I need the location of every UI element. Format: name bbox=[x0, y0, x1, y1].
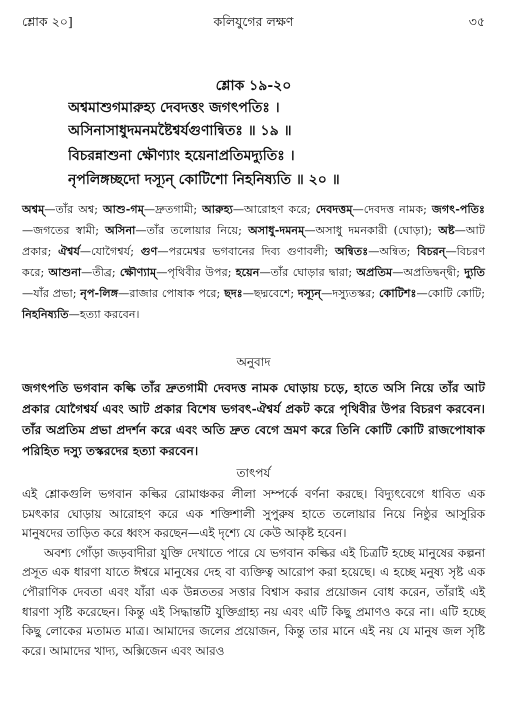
synonym-word: নৃপ-লিঙ্গ bbox=[80, 286, 119, 300]
page-number: ৩৫ bbox=[468, 14, 485, 29]
synonym-word: কোটিশঃ bbox=[378, 286, 417, 300]
synonym-meaning: —যাঁর প্রভা; bbox=[22, 287, 81, 300]
synonym-meaning: —ছদ্মবেশে; bbox=[242, 287, 298, 300]
synonym-meaning: —অসাধু দমনকারী (ঘোড়া); bbox=[304, 224, 439, 237]
synonym-entry bbox=[58, 245, 141, 258]
verse-line: বিচরন্নাশুনা ক্ষৌণ্যাং হয়েনাপ্রতিমদ্যুতিঃ । bbox=[68, 148, 295, 164]
synonym-word: আশুনা bbox=[48, 265, 82, 279]
synonym-entry bbox=[298, 287, 379, 300]
synonym-entry bbox=[248, 224, 438, 237]
synonym-meaning: —অপ্রতিদ্বন্দ্বী; bbox=[392, 266, 465, 279]
synonym-meaning: —তাঁর অশ্ব; bbox=[44, 203, 104, 216]
synonym-meaning: —হত্যা করবেন। bbox=[68, 308, 140, 321]
synonym-entry bbox=[316, 203, 432, 216]
synonym-word: অশ্বম্ bbox=[22, 202, 45, 216]
synonym-entry bbox=[224, 287, 298, 300]
synonym-meaning: —আরোহণ করে; bbox=[232, 203, 316, 216]
synonym-word: অসাধু-দমনম্ bbox=[248, 223, 305, 237]
synonym-entry bbox=[356, 266, 464, 279]
synonym-word: আশু-গম্ bbox=[103, 202, 144, 216]
synonym-word: নিহনিষ্যতি bbox=[22, 307, 69, 321]
synonym-meaning: —তাঁর ঘোড়ার দ্বারা; bbox=[259, 266, 357, 279]
synonym-word: গুণ bbox=[140, 244, 158, 258]
synonym-entry bbox=[120, 266, 236, 279]
purport-heading: তাৎপর্য bbox=[236, 466, 271, 480]
synonym-entry bbox=[49, 266, 120, 279]
synonym-entry bbox=[141, 245, 335, 258]
synonym-word: দেবদত্তম্ bbox=[315, 202, 353, 216]
header-chapter-title: কলিযুগের লক্ষণ bbox=[213, 14, 294, 29]
synonym-meaning: —জগতের স্বামী; bbox=[22, 224, 106, 237]
synonym-word: অসিনা bbox=[105, 223, 136, 237]
synonym-meaning: —রাজার পোষাক পরে; bbox=[118, 287, 225, 300]
synonym-word: ঐশ্বর্য bbox=[58, 244, 80, 258]
header-verse-ref: শ্লোক ২০] bbox=[22, 14, 73, 29]
translation-text: জগৎপতি ভগবান কল্কি তাঁর দ্রুতগামী দেবদত্ত নামক ঘোড়ায় চড়ে, হাতে অসি নিয়ে তাঁর আট প্রকার যোগৈশ্বর্য এবং আট প্রকার বিশেষ ভগবৎ-ঐশ্বর্য প্রকট করে পৃথিবীর উপর বিচরণ করবেন। তাঁর অপ্রতিম প্রভা প্রদর্শন করে এবং অতি দ্রুত বেগে ভ্রমণ করে তিনি কোটি কোটি রাজপোষাক পরিহিত দস্যু তস্করদের হত্যা করবেন। bbox=[22, 381, 485, 458]
synonym-meaning: —তীব্র; bbox=[81, 266, 120, 279]
synonym-word: দস্যূন্ bbox=[297, 286, 322, 300]
verse-number-heading: শ্লোক ১৯-২০ bbox=[215, 78, 292, 94]
synonym-meaning: —পৃথিবীর উপর; bbox=[156, 266, 236, 279]
synonym-meaning: —কোটি কোটি; bbox=[416, 287, 485, 300]
synonym-word: জগৎ-পতিঃ bbox=[431, 202, 486, 216]
purport-paragraph: এই শ্লোকগুলি ভগবান কল্কির রোমাঞ্চকর লীলা সম্পর্কে বর্ণনা করছে। বিদ্যুৎবেগে ধাবিত এক চমৎকার ঘোড়ায় আরোহণ করে এক শক্তিশালী সুপুরুষ হাতে তলোয়ার নিয়ে নিষ্ঠুর আসুরিক মানুষদের তাড়িত করে ধ্বংস করছেন—এই দৃশ্যে যে কেউ আকৃষ্ট হবেন। bbox=[22, 487, 485, 541]
synonym-meaning: —পরমেশ্বর ভগবানের দিব্য গুণাবলী; bbox=[157, 245, 336, 258]
synonym-entry bbox=[236, 266, 357, 279]
synonym-entry bbox=[103, 203, 202, 216]
synonym-entry bbox=[22, 203, 103, 216]
purport-body bbox=[22, 485, 485, 661]
synonym-word: দ্যুতি bbox=[464, 265, 485, 279]
synonym-meaning: —যোগৈশ্বর্য; bbox=[79, 245, 141, 258]
synonym-word: অন্বিতঃ bbox=[335, 244, 369, 258]
synonym-meaning: —তাঁর তলোয়ার নিয়ে; bbox=[135, 224, 249, 237]
synonym-word: আরুহ্য bbox=[202, 202, 233, 216]
synonym-meaning: —বিচরণ করে; bbox=[22, 245, 486, 279]
synonym-word: অপ্রতিম bbox=[356, 265, 393, 279]
synonym-meaning: —অন্বিত; bbox=[368, 245, 418, 258]
synonym-meaning: —আট প্রকার; bbox=[22, 224, 485, 258]
verse-line: নৃপলিঙ্গচ্ছদো দস্যূন্ কোটিশো নিহনিষ্যতি ॥ ২০ ॥ bbox=[68, 172, 340, 188]
synonym-meaning: —দ্রুতগামী; bbox=[143, 203, 203, 216]
synonym-word: ক্ষৌণ্যাম্ bbox=[119, 265, 157, 279]
synonym-meaning: —দেবদত্ত নামক; bbox=[352, 203, 432, 216]
synonym-entry bbox=[105, 224, 248, 237]
verse-line: অসিনাসাধুদমনমষ্টৈশ্বর্যগুণান্বিতঃ ॥ ১৯ ॥ bbox=[68, 123, 292, 139]
purport-paragraph: অবশ্য গোঁড়া জড়বাদীরা যুক্তি দেখাতে পারে যে ভগবান কল্কির এই চিত্রটি হচ্ছে মানুষের কল্পনা প্রসূত এক ধারণা যাতে ঈশ্বরে মানুষের দেহ বা ব্যক্তিত্ব আরোপ করা হয়েছে। এ হচ্ছে মনুষ্য সৃষ্ট এক পৌরাণিক দেবতা এবং যাঁরা এক উন্নততর সত্তার বিশ্বাস করার প্রয়োজন বোধ করেন, তাঁরাই এই ধারণা সৃষ্টি করেছেন। কিন্তু এই সিদ্ধান্তটি যুক্তিগ্রাহ্য নয় এবং এটি কিছু প্রমাণও করে না। এটি হচ্ছে কিছু লোকের মতামত মাত্র। আমাদের জলের প্রয়োজন, কিন্তু তার মানে এই নয় যে মানুষ জল সৃষ্টি করে। আমাদের খাদ্য, অক্সিজেন এবং আরও bbox=[22, 545, 485, 658]
synonym-entry bbox=[335, 245, 417, 258]
synonym-word: হয়েন bbox=[235, 265, 260, 279]
running-header bbox=[22, 14, 485, 34]
synonym-meaning: —দস্যুতস্কর; bbox=[321, 287, 379, 300]
synonym-entry bbox=[379, 287, 485, 300]
synonym-word: অষ্ট bbox=[438, 223, 455, 237]
verse-line: অশ্বমাশুগমারুহ্য দেবদত্তং জগৎপতিঃ । bbox=[68, 100, 280, 116]
synonym-word: বিচরন্ bbox=[417, 244, 446, 258]
synonym-entry bbox=[80, 287, 224, 300]
synonym-entry bbox=[22, 308, 140, 321]
word-for-word-synonyms bbox=[22, 199, 485, 325]
synonym-word: ছদঃ bbox=[224, 286, 243, 300]
translation-heading: অনুবাদ bbox=[236, 355, 271, 369]
synonym-entry bbox=[202, 203, 316, 216]
